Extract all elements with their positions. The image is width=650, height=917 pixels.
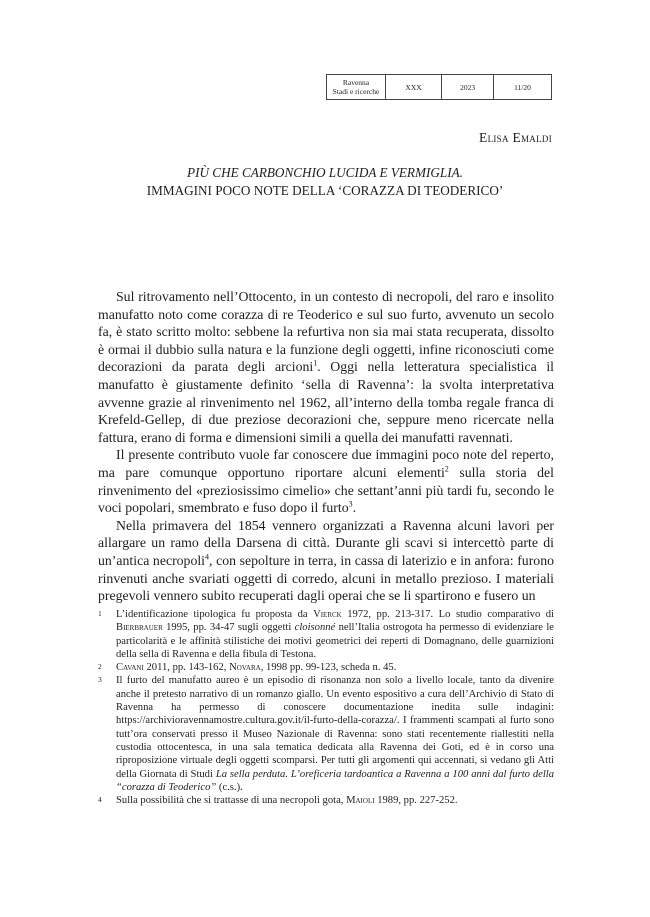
article-body xyxy=(98,288,554,605)
volume-cell: XXX xyxy=(386,75,442,100)
footnote-ref-2[interactable]: 2 xyxy=(444,464,449,474)
author-name: Elisa Emaldi xyxy=(479,130,552,145)
footnote-ref-4[interactable]: 4 xyxy=(205,552,210,562)
footnote-2 xyxy=(98,661,554,674)
footnote-ref-1[interactable]: 1 xyxy=(313,358,318,368)
footnote-text: Il furto del manufatto aureo è un episodio di risonanza non solo a livello locale, tanto da divenire anche il pretesto narrativo di un romanzo giallo. Un evento espositivo a cura dell’Archivio di Stato di Ravenna ha permesso di conoscere documentazione inedita sulle indagini: https://archivioravennamostre.cultura.gov.it/il-furto-della-corazza/. I frammenti scampati al furto sono tutt’ora conservati presso il Museo Nazionale di Ravenna: sono stati recentemente riallestiti nella custodia ottocentesca, in una sala tematica dedicata alla Ravenna dei Goti, ed è in corso una riproposizione virtuale degli oggetti scomparsi. Per tutti gli argomenti qui accennati, si vedano gli Atti della Giornata di Studi La sella perduta. L’oreficeria tardoantica a Ravenna a 100 anni dal furto della “corazza di Teoderico” (c.s.). xyxy=(116,675,555,793)
paragraph: Sul ritrovamento nell’Ottocento, in un contesto di necropoli, del raro e insolito manufatto noto come corazza di re Teoderico e sul suo furto, avvenuto un secolo fa, è stato scritto molto: sebbene la refurtiva non sia mai stata recuperata, dissolto è ormai il dubbio sulla natura e la funzione degli oggetti, infine riconosciuti come decorazioni da parata degli arcioni$^1$. Oggi nella letteratura specialistica il manufatto è giustamente definito ‘sella di Ravenna’: la svolta interpretativa avvenne grazie al rinvenimento nel 1962, all’interno della tomba regale franca di Krefeld-Gellep, di due preziose decorazioni che, seppure meno ricercate nella fattura, erano di forma e dimensioni simili a quella dei manufatti ravennati. xyxy=(98,289,554,445)
footnote-4 xyxy=(98,794,554,807)
footnote-ref-3[interactable]: 3 xyxy=(348,499,353,509)
article-title-line1: PIÙ CHE CARBONCHIO LUCIDA E VERMIGLIA. xyxy=(187,165,463,180)
running-header-table xyxy=(326,74,552,100)
pages-cell: 11/20 xyxy=(494,75,552,100)
paragraph: Nella primavera del 1854 vennero organizzati a Ravenna alcuni lavori per allargare un ramo della Darsena di città. Durante gli scavi si intercettò parte di un’antica necropoli$^4$, con sepolture in terra, in cassa di laterizio e in anfora: furono rinvenuti anche svariati oggetti di corredo, alcuni in metallo prezioso. I materiali pregevoli vennero subito recuperati dagli operai che se li spartirono e fusero un xyxy=(98,517,554,604)
journal-name-cell xyxy=(327,75,386,100)
footnote-number: 1 xyxy=(98,609,102,618)
paragraph: Il presente contributo vuole far conoscere due immagini poco note del reperto, ma pare comunque opportuno riportare alcuni elementi$^2$ sulla storia del rinvenimento del «preziosissimo cimelio» che settant’anni più tardi fu, secondo le voci popolari, smembrato e fuso dopo il furto$^3$. xyxy=(98,447,554,516)
footnote-number: 2 xyxy=(98,662,102,672)
footnote-text: Cavani 2011, pp. 143-162, Novara, 1998 pp. 99-123, scheda n. 45. xyxy=(116,662,397,674)
journal-subtitle: Stadi e ricerche xyxy=(332,87,380,96)
year-cell: 2023 xyxy=(442,75,494,100)
footnotes xyxy=(98,608,554,807)
article-title-line2: IMMAGINI POCO NOTE DELLA ‘CORAZZA DI TEODERICO’ xyxy=(146,183,504,198)
footnote-1 xyxy=(98,608,554,661)
footnote-text: L’identificazione tipologica fu proposta da Vierck 1972, pp. 213-317. Lo studio comparativo di Bierbrauer 1995, pp. 34-47 sugli oggetti cloisonné nell’Italia ostrogota ha permesso di evidenziare le particolarità e le affinità stilistiche dei motivi geometrici dei reperti di Domagnano, delle guarnizioni della sella di Ravenna e della fibula di Testona. xyxy=(116,609,554,660)
footnote-number: 4 xyxy=(98,795,102,805)
footnote-3 xyxy=(98,674,554,794)
footnote-text: Sulla possibilità che si trattasse di una necropoli gota, Maioli 1989, pp. 227-252. xyxy=(116,795,458,807)
journal-name: Ravenna xyxy=(342,78,370,87)
footnote-number: 3 xyxy=(98,675,102,685)
